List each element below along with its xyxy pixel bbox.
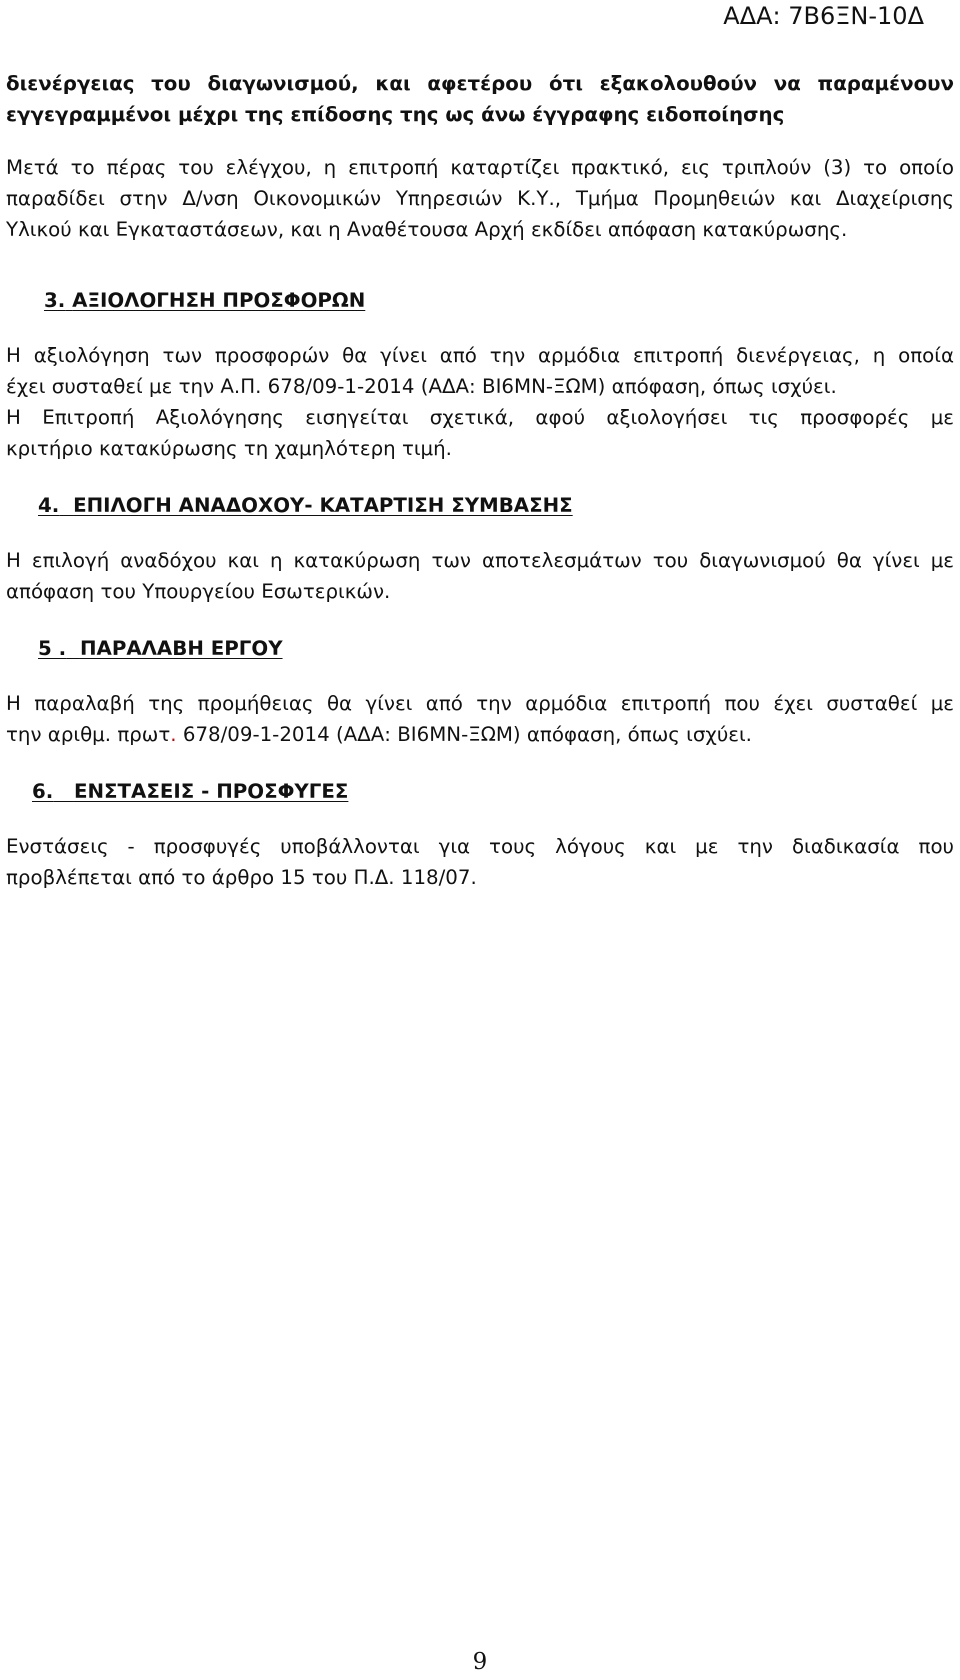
section-line: Η επιλογή αναδόχου και η κατακύρωση των αποτελεσμάτων του διαγωνισμού θα γίνει με bbox=[6, 549, 954, 572]
document-body bbox=[6, 68, 954, 893]
section-5-heading bbox=[6, 633, 954, 664]
ada-code: ΑΔΑ: 7Β6ΞΝ-10Δ bbox=[723, 2, 924, 30]
section-line: προβλέπεται από το άρθρο 15 του Π.Δ. 118/07. bbox=[6, 866, 477, 889]
section-line: Η Επιτροπή Αξιολόγησης εισηγείται σχετικά, αφού αξιολογήσει τις προσφορές με bbox=[6, 406, 954, 429]
section-line-text: 678/09-1-2014 (ΑΔΑ: ΒΙ6ΜΝ-ΞΩΜ) απόφαση, όπως ισχύει. bbox=[176, 723, 752, 746]
section-line: Η αξιολόγηση των προσφορών θα γίνει από την αρμόδια επιτροπή διενέργειας, η οποία bbox=[6, 344, 954, 367]
intro-line: παραδίδει στην Δ/νση Οικονομικών Υπηρεσιών Κ.Υ., Τμήμα Προμηθειών και Διαχείρισης bbox=[6, 187, 954, 210]
section-4-paragraph bbox=[6, 545, 954, 607]
section-title: ΠΑΡΑΛΑΒΗ ΕΡΓΟΥ bbox=[79, 637, 283, 660]
intro-bold-line: εγγεγραμμένοι μέχρι της επίδοσης της ως άνω έγγραφης ειδοποίησης bbox=[6, 103, 785, 126]
intro-line: Υλικού και Εγκαταστάσεων, και η Αναθέτουσα Αρχή εκδίδει απόφαση κατακύρωσης. bbox=[6, 218, 848, 241]
section-title: ΑΞΙΟΛΟΓΗΣΗ ΠΡΟΣΦΟΡΩΝ bbox=[72, 289, 366, 312]
section-number: 5 . bbox=[38, 637, 67, 660]
section-line: κριτήριο κατακύρωσης τη χαμηλότερη τιμή. bbox=[6, 437, 452, 460]
intro-line: Μετά το πέρας του ελέγχου, η επιτροπή καταρτίζει πρακτικό, εις τριπλούν (3) το οποίο bbox=[6, 156, 954, 179]
section-title: ΕΝΣΤΑΣΕΙΣ - ΠΡΟΣΦΥΓΕΣ bbox=[73, 780, 349, 803]
section-number: 6. bbox=[32, 780, 54, 803]
section-line-text: την αριθμ. πρωτ bbox=[6, 723, 171, 746]
section-3-heading bbox=[6, 285, 954, 316]
section-5-paragraph bbox=[6, 688, 954, 750]
section-line: έχει συσταθεί με την Α.Π. 678/09-1-2014 (ΑΔΑ: ΒΙ6ΜΝ-ΞΩΜ) απόφαση, όπως ισχύει. bbox=[6, 375, 837, 398]
section-line: Η παραλαβή της προμήθειας θα γίνει από την αρμόδια επιτροπή που έχει συσταθεί με bbox=[6, 692, 954, 715]
section-number: 3. bbox=[44, 289, 66, 312]
section-6-heading bbox=[6, 776, 954, 807]
intro-bold-paragraph bbox=[6, 68, 954, 130]
section-title: ΕΠΙΛΟΓΗ ΑΝΑΔΟΧΟΥ- ΚΑΤΑΡΤΙΣΗ ΣΥΜΒΑΣΗΣ bbox=[73, 494, 573, 517]
intro-bold-line: διενέργειας του διαγωνισμού, και αφετέρου ότι εξακολουθούν να παραμένουν bbox=[6, 72, 954, 95]
section-line: απόφαση του Υπουργείου Εσωτερικών. bbox=[6, 580, 391, 603]
section-line bbox=[6, 719, 954, 750]
section-line: Ενστάσεις - προσφυγές υποβάλλονται για τους λόγους και με την διαδικασία που bbox=[6, 835, 954, 858]
section-6-paragraph bbox=[6, 831, 954, 893]
intro-paragraph bbox=[6, 152, 954, 245]
section-number: 4. bbox=[38, 494, 60, 517]
section-4-heading bbox=[6, 490, 954, 521]
red-dot-mark: . bbox=[170, 723, 177, 746]
section-3-paragraph bbox=[6, 340, 954, 464]
page-number: 9 bbox=[472, 1649, 488, 1675]
